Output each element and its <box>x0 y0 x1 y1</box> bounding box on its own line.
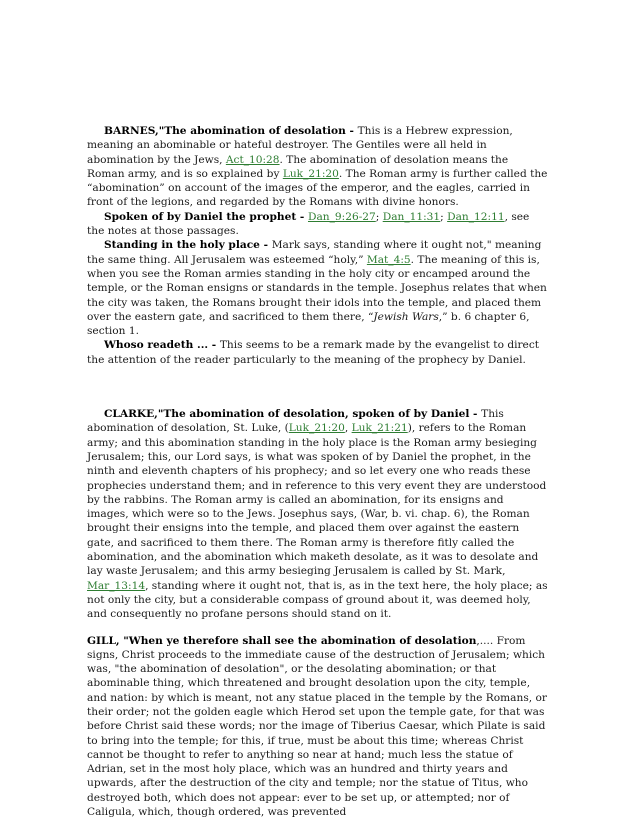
link-luk-21-21[interactable]: Luk_21:21 <box>351 422 408 435</box>
barnes-paragraph: BARNES,"The abomination of desolation - This is a Hebrew expression, meaning an abominable or hateful destroyer. The Gentiles were all held in abomination by the Jews, Act_10:28. The abomination of desolation means the Roman army, and is so explained by Luk_21:20. The Roman army is further called the “abomination” on account of the images of the emperor, and the eagles, carried in front of the legions, and regarded by the Romans with divine honors. <box>87 125 548 209</box>
link-dan-9-26[interactable]: Dan_9:26-27 <box>307 210 376 223</box>
barnes-heading: BARNES,"The abomination of desolation - <box>104 125 358 137</box>
spoken-heading: Spoken of by Daniel the prophet - <box>104 210 308 223</box>
link-dan-11-31[interactable]: Dan_11:31 <box>382 210 441 223</box>
gill-heading: GILL, "When ye therefore shall see the abomination of desolation <box>87 634 477 647</box>
clarke-heading: CLARKE,"The abomination of desolation, spoken of by Daniel - <box>104 408 482 421</box>
clarke-paragraph: CLARKE,"The abomination of desolation, spoken of by Daniel - This abomination of desolation, St. Luke, (Luk_21:20, Luk_21:21), refers to the Roman army; and this abomination standing in the holy place is the Roman army besieging Jerusalem; this, our Lord says, is what was spoken of by Daniel the prophet, in the ninth and eleventh chapters of his prophecy; and so let every one who reads these prophecies understand them; and in reference to this very event they are understood by the rabbins. The Roman army is called an abomination, for its ensigns and images, which were so to the Jews. Josephus says, (War, b. vi. chap. 6), the Roman brought their ensigns into the temple, and placed them over against the eastern gate, and sacrificed to them there. The Roman army is therefore fitly called the abomination, and the abomination which maketh desolate, as it was to desolate and lay waste Jerusalem; and this army besieging Jerusalem is called by St. Mark, Mar_13:14, standing where it ought not, that is, as in the text here, the holy place; as not only the city, but a considerable compass of ground about it, was deemed holy, and consequently no profane persons should stand on it. <box>87 408 548 621</box>
barnes-whoso-paragraph: Whoso readeth ... - This seems to be a remark made by the evangelist to direct the attention of the reader particularly to the meaning of the prophecy by Daniel. <box>87 339 540 366</box>
link-luk-21-20[interactable]: Luk_21:20 <box>282 167 339 180</box>
standing-heading: Standing in the holy place - <box>104 239 272 252</box>
link-act-10-28[interactable]: Act_10:28 <box>225 153 280 166</box>
barnes-standing-paragraph: Standing in the holy place - Mark says, standing where it ought not," meaning the same thing. All Jerusalem was esteemed “holy,” Mat_4:5. The meaning of this is, when you see the Roman armies standing in the holy city or encamped around the temple, or the Roman ensigns or standards in the temple. Josephus relates that when the city was taken, the Romans brought their idols into the temple, and placed them over the eastern gate, and sacrificed to them there, “Jewish Wars,” b. 6 chapter 6, section 1. <box>87 239 547 338</box>
link-luk-21-20-clarke[interactable]: Luk_21:20 <box>288 422 345 435</box>
link-mar-13-14[interactable]: Mar_13:14 <box>87 579 146 592</box>
link-mat-4-5[interactable]: Mat_4:5 <box>366 253 411 266</box>
gill-paragraph: GILL, "When ye therefore shall see the abomination of desolation,.... From signs, Christ proceeds to the immediate cause of the destruction of Jerusalem; which was, "the abomination of desolation", or the desolating abomination; or that abominable thing, which threatened and brought desolation upon the city, temple, and nation: by which is meant, not any statue placed in the temple by the Romans, or their order; not the golden eagle which Herod set upon the temple gate, for that was before Christ said these words; nor the image of Tiberius Caesar, which Pilate is said to bring into the temple; for this, if true, must be about this time; whereas Christ cannot be thought to refer to anything so near at hand; much less the statue of Adrian, set in the most holy place, which was an hundred and thirty years and upwards, after the destruction of the city and temple; nor the statue of Titus, who destroyed both, which does not appear: ever to be set up, or attempted; nor of Caligula, which, though ordered, was prevented <box>87 634 547 819</box>
jewish-wars-title: Jewish Wars <box>373 310 439 323</box>
barnes-spoken-paragraph: Spoken of by Daniel the prophet - Dan_9:26-27; Dan_11:31; Dan_12:11, see the notes at those passages. <box>87 210 530 238</box>
link-dan-12-11[interactable]: Dan_12:11 <box>447 210 505 223</box>
whoso-heading: Whoso readeth ... - <box>104 339 220 352</box>
